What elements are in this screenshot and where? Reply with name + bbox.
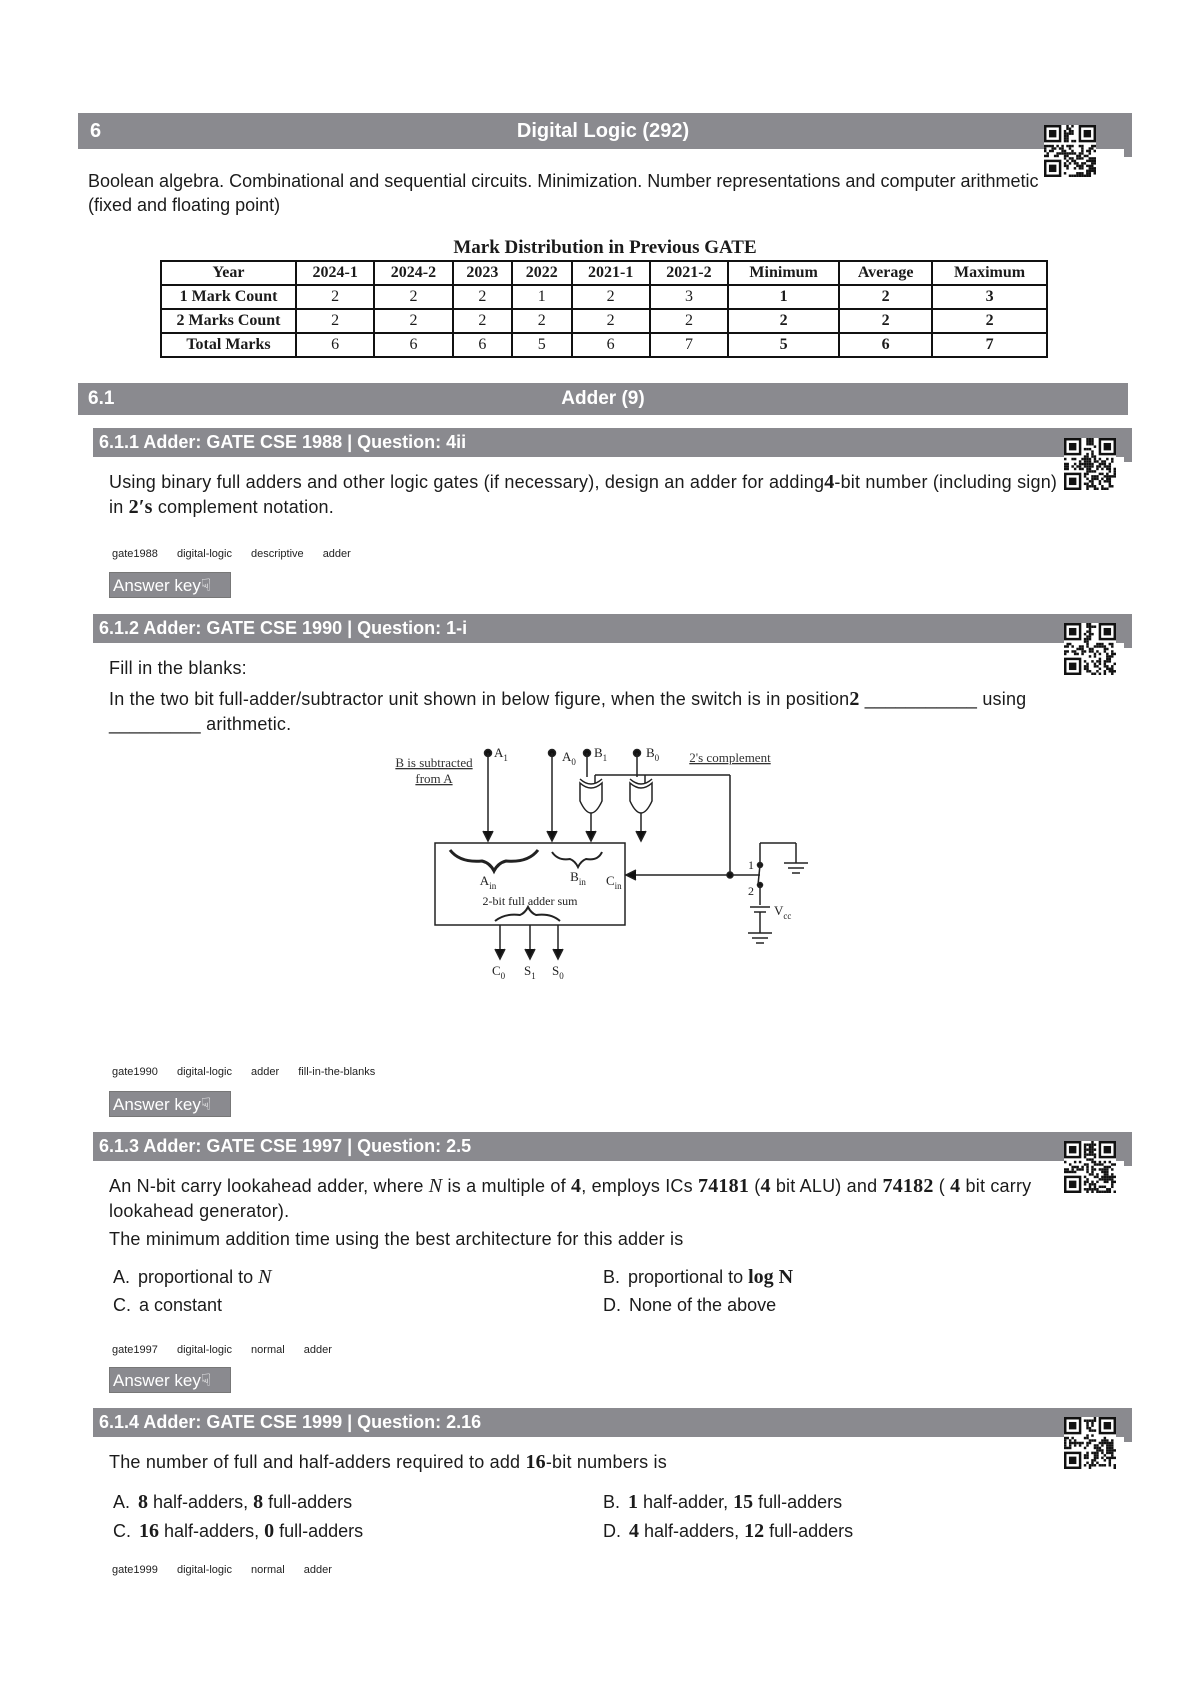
- table-cell: 2: [839, 309, 932, 333]
- table-cell: 5: [512, 333, 571, 357]
- table-row: [161, 309, 1047, 333]
- question-text: [109, 470, 1069, 520]
- table-cell: 7: [932, 333, 1047, 357]
- answer-key-button[interactable]: Answer key☟: [109, 1367, 231, 1393]
- qr-tab: [1124, 614, 1132, 648]
- qr-tab: [1124, 1132, 1132, 1166]
- input-label-a0: $A_0$: [562, 749, 576, 767]
- question-title[interactable]: 6.1.1 Adder: GATE CSE 1988 | Question: 4ii: [99, 432, 467, 452]
- table-cell: 6: [572, 333, 650, 357]
- question-text-part: (: [938, 1176, 945, 1196]
- option-a[interactable]: [113, 1491, 352, 1514]
- table-header-cell: Maximum: [932, 261, 1047, 285]
- math-value: 16: [139, 1520, 159, 1542]
- table-header-cell: 2021-1: [572, 261, 650, 285]
- tag[interactable]: digital-logic: [176, 548, 232, 560]
- tag-list: [112, 548, 367, 560]
- math-value: N: [428, 1175, 443, 1197]
- option-b[interactable]: [603, 1266, 793, 1289]
- option-label: D.: [603, 1295, 621, 1315]
- question-text-part: -bit numbers is: [545, 1452, 667, 1472]
- chapter-number: 6: [90, 120, 102, 142]
- question-header[interactable]: [93, 428, 1128, 457]
- table-cell: 6: [453, 333, 512, 357]
- question-header[interactable]: [93, 614, 1128, 643]
- tag[interactable]: fill-in-the-blanks: [298, 1066, 376, 1078]
- tag[interactable]: gate1988: [112, 548, 158, 560]
- mark-table-title: Mark Distribution in Previous GATE: [453, 237, 757, 258]
- option-text: half-adders,: [153, 1492, 249, 1512]
- option-c[interactable]: [113, 1295, 222, 1316]
- question-text-part: is a multiple of: [447, 1176, 566, 1196]
- question-header[interactable]: [93, 1408, 1128, 1437]
- qr-code-icon[interactable]: [1064, 1417, 1116, 1469]
- question-text-part: using: [982, 689, 1027, 709]
- output-label-s1: $S_1$: [524, 963, 536, 981]
- question-title[interactable]: 6.1.4 Adder: GATE CSE 1999 | Question: 2.16: [99, 1412, 482, 1432]
- tag[interactable]: gate1999: [112, 1564, 158, 1576]
- option-b[interactable]: [603, 1491, 842, 1514]
- math-value: 12: [744, 1520, 765, 1542]
- table-cell: 2: [374, 309, 452, 333]
- tag[interactable]: normal: [251, 1344, 285, 1356]
- option-text: half-adders,: [644, 1521, 740, 1541]
- table-cell: 2: [932, 309, 1047, 333]
- chapter-intro: Boolean algebra. Combinational and sequential circuits. Minimization. Number representations and computer arithmetic (fixed and floating point): [88, 171, 1039, 215]
- table-row-label: 1 Mark Count: [161, 285, 296, 309]
- battery-symbol: [750, 907, 770, 912]
- option-text: half-adder,: [643, 1492, 729, 1512]
- option-label: C.: [113, 1521, 131, 1541]
- table-cell: 2: [453, 309, 512, 333]
- xor-gate: [630, 779, 652, 841]
- tag[interactable]: descriptive: [251, 548, 304, 560]
- table-header-cell: Year: [161, 261, 296, 285]
- math-value: N: [258, 1266, 272, 1288]
- option-text: a constant: [139, 1295, 223, 1315]
- table-cell: 6: [296, 333, 374, 357]
- tag[interactable]: digital-logic: [176, 1344, 232, 1356]
- table-cell: 2: [296, 309, 374, 333]
- tag-list: [112, 1066, 391, 1078]
- question-text-part: bit ALU) and: [775, 1176, 878, 1196]
- tag[interactable]: gate1990: [112, 1066, 158, 1078]
- option-c[interactable]: [113, 1520, 363, 1543]
- question-text-part: Using binary full adders and other logic gates (if necessary), design an adder for adding: [109, 472, 825, 492]
- table-header-row: [161, 261, 1047, 285]
- tag[interactable]: adder: [303, 1344, 332, 1356]
- option-label: C.: [113, 1295, 131, 1315]
- arrow-head: [547, 831, 557, 841]
- output-label-c0: $C_0$: [492, 963, 506, 981]
- blank-line: _________: [109, 714, 201, 734]
- table-cell: 2: [650, 309, 728, 333]
- math-value: 1: [628, 1491, 639, 1513]
- table-cell: 2: [453, 285, 512, 309]
- option-label: B.: [603, 1267, 621, 1287]
- math-value: 4: [950, 1175, 961, 1197]
- question-text: [109, 1174, 1069, 1224]
- table-row-label: 2 Marks Count: [161, 309, 296, 333]
- section-number: 6.1: [88, 388, 115, 409]
- table-cell: 7: [650, 333, 728, 357]
- question-text-part: In the two bit full-adder/subtractor unit shown in below figure, when the switch is in position: [109, 689, 850, 709]
- table-row: [161, 285, 1047, 309]
- answer-key-button[interactable]: Answer key☟: [109, 572, 231, 598]
- option-text: full-adders: [769, 1521, 854, 1541]
- option-text: proportional to: [628, 1267, 744, 1287]
- question-line: Fill in the blanks:: [109, 658, 247, 678]
- section-header: [78, 383, 1128, 415]
- math-value: 2: [849, 688, 860, 710]
- question-text: [109, 1450, 1059, 1475]
- math-value: 8: [138, 1491, 149, 1513]
- math-value: log N: [748, 1266, 794, 1288]
- question-text-part: (: [754, 1176, 761, 1196]
- math-value: 16: [525, 1451, 546, 1473]
- input-label-b0: $B_0$: [646, 745, 660, 763]
- math-value: 8: [253, 1491, 264, 1513]
- option-text: None of the above: [629, 1295, 777, 1315]
- question-text: [109, 687, 1069, 737]
- question-title[interactable]: 6.1.3 Adder: GATE CSE 1997 | Question: 2.5: [99, 1136, 472, 1156]
- question-header[interactable]: [93, 1132, 1128, 1161]
- math-value: 0: [264, 1520, 275, 1542]
- tag[interactable]: gate1997: [112, 1344, 158, 1356]
- ground-symbol: [784, 863, 808, 873]
- question-text: The minimum addition time using the best architecture for this adder is: [109, 1229, 684, 1249]
- question-text-part: , employs ICs: [581, 1176, 693, 1196]
- math-value: 4: [629, 1520, 639, 1542]
- section-title: Adder (9): [561, 388, 645, 409]
- table-cell: 6: [839, 333, 932, 357]
- table-cell: 5: [728, 333, 839, 357]
- table-cell: 2: [572, 285, 650, 309]
- qr-code-icon[interactable]: [1044, 125, 1096, 177]
- qr-code-icon[interactable]: [1064, 1141, 1116, 1193]
- option-text: half-adders,: [164, 1521, 260, 1541]
- adder-label-cin: $C_{in}$: [606, 873, 622, 891]
- tag-list: [112, 1564, 348, 1576]
- tag[interactable]: digital-logic: [176, 1066, 232, 1078]
- switch-label: 2: [748, 884, 754, 898]
- math-value: 74181: [698, 1175, 750, 1197]
- table-cell: 3: [932, 285, 1047, 309]
- option-a[interactable]: [113, 1266, 271, 1289]
- option-text: full-adders: [268, 1492, 353, 1512]
- arrow-head: [495, 949, 505, 959]
- option-d[interactable]: [603, 1295, 776, 1316]
- arrow-head: [483, 831, 493, 841]
- option-text: full-adders: [279, 1521, 364, 1541]
- tag[interactable]: adder: [251, 1066, 280, 1078]
- tag[interactable]: adder: [322, 548, 351, 560]
- option-label: B.: [603, 1492, 621, 1512]
- adder-label-bin: $B_{in}$: [570, 869, 586, 887]
- mark-distribution-table: [160, 260, 1048, 358]
- xor-gate: [580, 779, 602, 841]
- adder-box-label: 2-bit full adder sum: [482, 894, 578, 908]
- adder-label-ain: $A_{in}$: [479, 873, 497, 891]
- tag[interactable]: normal: [251, 1564, 285, 1576]
- table-cell: 2: [374, 285, 452, 309]
- table-cell: 2: [728, 309, 839, 333]
- math-value: 2′s: [128, 496, 153, 518]
- question-text-part: The number of full and half-adders required to add: [109, 1452, 521, 1472]
- tag[interactable]: digital-logic: [176, 1564, 232, 1576]
- table-header-cell: 2021-2: [650, 261, 728, 285]
- table-row: [161, 333, 1047, 357]
- arrow-head: [553, 949, 563, 959]
- answer-key-button[interactable]: Answer key☟: [109, 1091, 231, 1117]
- question-text-part: -bit number (including sign) in: [109, 472, 1058, 517]
- table-header-cell: Average: [839, 261, 932, 285]
- math-value: 4: [824, 471, 835, 493]
- table-header-cell: 2023: [453, 261, 512, 285]
- table-cell: 2: [839, 285, 932, 309]
- blank-line: ___________: [864, 689, 978, 709]
- table-cell: 1: [728, 285, 839, 309]
- qr-tab: [1124, 1408, 1132, 1442]
- figure-label: from A: [415, 771, 453, 786]
- chapter-title: Digital Logic (292): [516, 120, 690, 142]
- option-d[interactable]: [603, 1520, 853, 1543]
- table-header-cell: 2022: [512, 261, 571, 285]
- table-header-cell: 2024-2: [374, 261, 452, 285]
- vcc-label: $V_{cc}$: [774, 903, 792, 921]
- question-text-part: complement notation.: [157, 497, 334, 517]
- qr-tab: [1124, 428, 1132, 462]
- question-text-part: arithmetic.: [206, 714, 292, 734]
- question-title[interactable]: 6.1.2 Adder: GATE CSE 1990 | Question: 1-i: [99, 618, 468, 638]
- table-cell: 6: [374, 333, 452, 357]
- switch-label: 1: [748, 858, 754, 872]
- ground-symbol: [748, 933, 772, 943]
- question-text-part: bit carry lookahead generator).: [109, 1176, 1032, 1221]
- option-text: proportional to: [138, 1267, 254, 1287]
- adder-subtractor-circuit-figure: [380, 735, 850, 995]
- tag-list: [112, 1344, 348, 1356]
- chapter-header: [78, 113, 1128, 149]
- table-cell: 2: [512, 309, 571, 333]
- table-cell: 2: [572, 309, 650, 333]
- junction-dot: [727, 872, 733, 878]
- qr-tab: [1124, 113, 1132, 157]
- table-header-cell: 2024-1: [296, 261, 374, 285]
- figure-label: 2's complement: [689, 750, 771, 765]
- table-row-label: Total Marks: [161, 333, 296, 357]
- question-text-part: An N-bit carry lookahead adder, where: [109, 1176, 424, 1196]
- arrow-head: [525, 949, 535, 959]
- option-label: A.: [113, 1492, 131, 1512]
- input-label-b1: $B_1$: [594, 745, 608, 763]
- figure-label: B is subtracted: [395, 755, 473, 770]
- table-cell: 1: [512, 285, 571, 309]
- option-label: D.: [603, 1521, 621, 1541]
- qr-code-icon[interactable]: [1064, 623, 1116, 675]
- math-value: 74182: [882, 1175, 934, 1197]
- math-value: 15: [733, 1491, 754, 1513]
- qr-code-icon[interactable]: [1064, 438, 1116, 490]
- math-value: 4: [570, 1175, 582, 1197]
- output-label-s0: $S_0$: [552, 963, 564, 981]
- table-header-cell: Minimum: [728, 261, 839, 285]
- math-value: 4: [760, 1175, 771, 1197]
- input-label-a1: $A_1$: [494, 745, 508, 763]
- tag[interactable]: adder: [303, 1564, 332, 1576]
- table-cell: 2: [296, 285, 374, 309]
- option-text: full-adders: [758, 1492, 843, 1512]
- arrow-head: [626, 870, 636, 880]
- table-cell: 3: [650, 285, 728, 309]
- option-label: A.: [113, 1267, 131, 1287]
